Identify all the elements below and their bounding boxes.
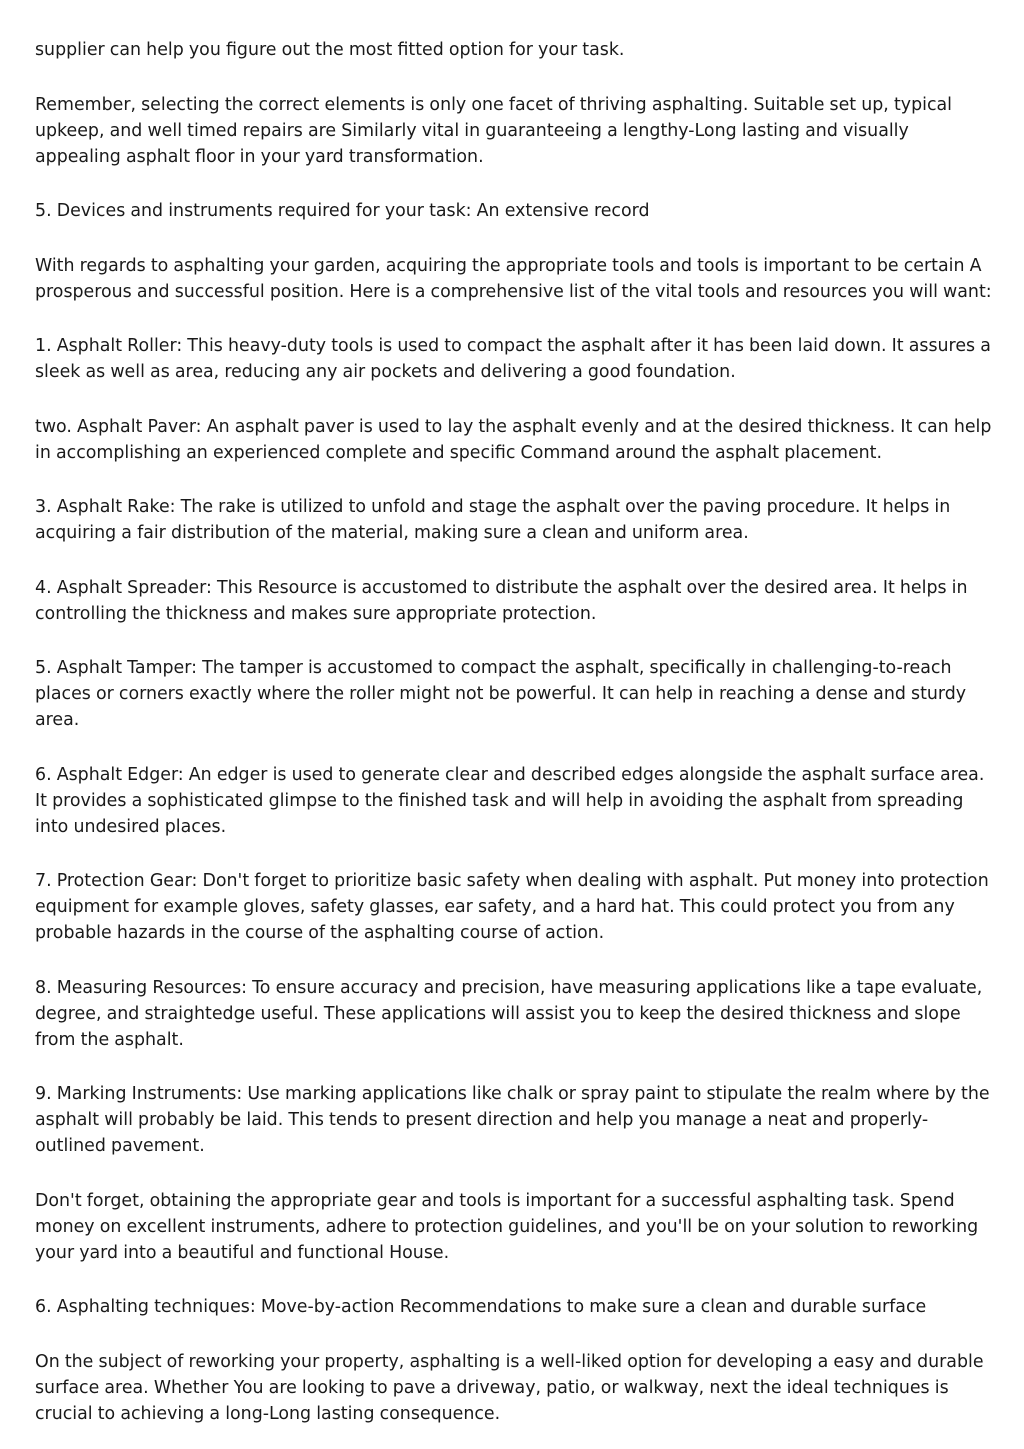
list-item-asphalt-paver: two. Asphalt Paver: An asphalt paver is used to lay the asphalt evenly and at the desired thickness. It can help in accomplishing an experienced complete and specific Command around the asphalt placement.: [35, 416, 992, 463]
paragraph-techniques-intro: On the subject of reworking your property, asphalting is a well-liked option for developing a easy and durable surface area. Whether You are looking to pave a driveway, patio, or walkway, next the ideal techniques is crucial to achieving a long-Long lasting consequence.: [35, 1351, 984, 1424]
section-heading-tools: 5. Devices and instruments required for your task: An extensive record: [35, 201, 650, 221]
list-item-asphalt-spreader: 4. Asphalt Spreader: This Resource is accustomed to distribute the asphalt over the desired area. It helps in controlling the thickness and makes sure appropriate protection.: [35, 577, 968, 624]
list-item-marking-instruments: 9. Marking Instruments: Use marking applications like chalk or spray paint to stipulate the realm where by the asphalt will probably be laid. This tends to present direction and help you manage a neat and properly-outlined pavement.: [35, 1084, 990, 1156]
list-item-protection-gear: 7. Protection Gear: Don't forget to prioritize basic safety when dealing with asphalt. Put money into protection equipment for example gloves, safety glasses, ear safety, and a hard hat. This could protect you from any probable hazards in the course of the asphalting course of action.: [35, 871, 989, 943]
list-item-measuring-resources: 8. Measuring Resources: To ensure accuracy and precision, have measuring applications like a tape evaluate, degree, and straightedge useful. These applications will assist you to keep the desired thickness and slope from the asphalt.: [35, 977, 983, 1050]
paragraph-remember: Remember, selecting the correct elements is only one facet of thriving asphalting. Suitable set up, typical upkeep, and well timed repairs are Similarly vital in guaranteeing a lengthy-Long lasting and visually appealing asphalt floor in your yard transformation.: [35, 94, 952, 167]
paragraph-supplier-note: supplier can help you figure out the most fitted option for your task.: [35, 40, 625, 60]
paragraph-tools-summary: Don't forget, obtaining the appropriate gear and tools is important for a successful asphalting task. Spend money on excellent instruments, adhere to protection guidelines, and you'll be on your solution to reworking your yard into a beautiful and functional House.: [35, 1190, 979, 1263]
list-item-asphalt-edger: 6. Asphalt Edger: An edger is used to generate clear and described edges alongside the asphalt surface area. It provides a sophisticated glimpse to the finished task and will help in avoiding the asphalt from spreading into undesired places.: [35, 764, 985, 837]
list-item-asphalt-tamper: 5. Asphalt Tamper: The tamper is accustomed to compact the asphalt, specifically in challenging-to-reach places or corners exactly where the roller might not be powerful. It can help in reaching a dense and sturdy area.: [35, 658, 967, 730]
paragraph-tools-intro: With regards to asphalting your garden, acquiring the appropriate tools and tools is important to be certain A prosperous and successful position. Here is a comprehensive list of the vital tools and resources you will want:: [35, 255, 992, 302]
list-item-asphalt-roller: 1. Asphalt Roller: This heavy-duty tools is used to compact the asphalt after it has been laid down. It assures a sleek as well as area, reducing any air pockets and delivering a good foundation.: [35, 336, 991, 382]
list-item-asphalt-rake: 3. Asphalt Rake: The rake is utilized to unfold and stage the asphalt over the paving procedure. It helps in acquiring a fair distribution of the material, making sure a clean and uniform area.: [35, 497, 951, 543]
section-heading-techniques: 6. Asphalting techniques: Move-by-action Recommendations to make sure a clean and durable surface: [35, 1297, 927, 1317]
